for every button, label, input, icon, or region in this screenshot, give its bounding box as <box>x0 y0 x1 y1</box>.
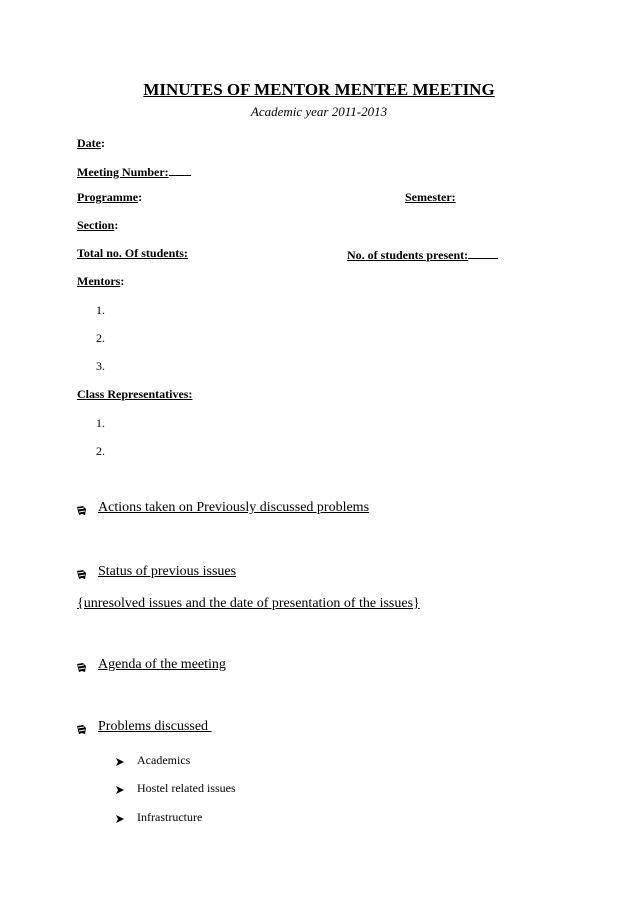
title-text: MINUTES OF MENTOR MENTEE MEETING <box>143 80 495 99</box>
programme-label: Programme <box>77 190 139 204</box>
meeting-number-label: Meeting Number: <box>77 165 169 179</box>
flag-bullet-icon <box>77 661 86 670</box>
page-title <box>0 80 638 100</box>
mentor-number-3: 3. <box>96 359 105 373</box>
mentor-number-1: 1. <box>96 303 105 317</box>
arrow-bullet-icon <box>115 756 125 766</box>
total-students-field <box>77 246 188 261</box>
programme-colon: : <box>138 190 143 204</box>
section-agenda-label: Agenda of the meeting <box>98 657 226 672</box>
mentor-number-2: 2. <box>96 331 105 345</box>
status-note: {unresolved issues and the date of presentation of the issues} <box>77 596 420 611</box>
section-field <box>77 218 118 233</box>
section-problems-label: Problems discussed <box>98 719 212 734</box>
meeting-number-blank <box>169 163 191 176</box>
students-present-label: No. of students present: <box>347 248 469 262</box>
flag-bullet-icon <box>77 504 86 513</box>
section-agenda <box>77 657 226 673</box>
problem-item-hostel <box>115 781 236 796</box>
problem-item-academics <box>115 753 190 768</box>
date-colon: : <box>101 136 105 150</box>
arrow-bullet-icon <box>115 813 125 823</box>
section-actions-label: Actions taken on Previously discussed problems <box>98 500 370 515</box>
mentors-field <box>77 274 124 289</box>
arrow-bullet-icon <box>115 784 125 794</box>
semester-field <box>405 190 456 205</box>
mentors-label: Mentors <box>77 274 121 288</box>
date-field <box>77 136 105 151</box>
students-present-blank <box>468 246 498 259</box>
meeting-number-field <box>77 163 191 180</box>
total-students-label: Total no. Of students: <box>77 246 188 260</box>
class-reps-field <box>77 387 192 402</box>
programme-field <box>77 190 142 205</box>
section-status-label: Status of previous issues <box>98 564 237 579</box>
problem-item-label: Hostel related issues <box>137 781 236 795</box>
problem-item-label: Infrastructure <box>137 810 203 824</box>
problem-item-label: Academics <box>137 753 191 767</box>
date-label: Date <box>77 136 101 150</box>
class-reps-label: Class Representatives: <box>77 387 193 401</box>
problem-item-infrastructure <box>115 810 202 825</box>
flag-bullet-icon <box>77 723 86 732</box>
flag-bullet-icon <box>77 568 86 577</box>
section-colon: : <box>114 218 119 232</box>
section-status <box>77 564 236 580</box>
page-subtitle: Academic year 2011-2013 <box>250 104 388 119</box>
section-label: Section <box>77 218 115 232</box>
section-actions <box>77 500 369 516</box>
students-present-field <box>347 246 498 263</box>
mentors-colon: : <box>120 274 125 288</box>
section-problems <box>77 719 212 735</box>
semester-label: Semester: <box>405 190 456 204</box>
rep-number-1: 1. <box>96 416 105 430</box>
rep-number-2: 2. <box>96 444 105 458</box>
